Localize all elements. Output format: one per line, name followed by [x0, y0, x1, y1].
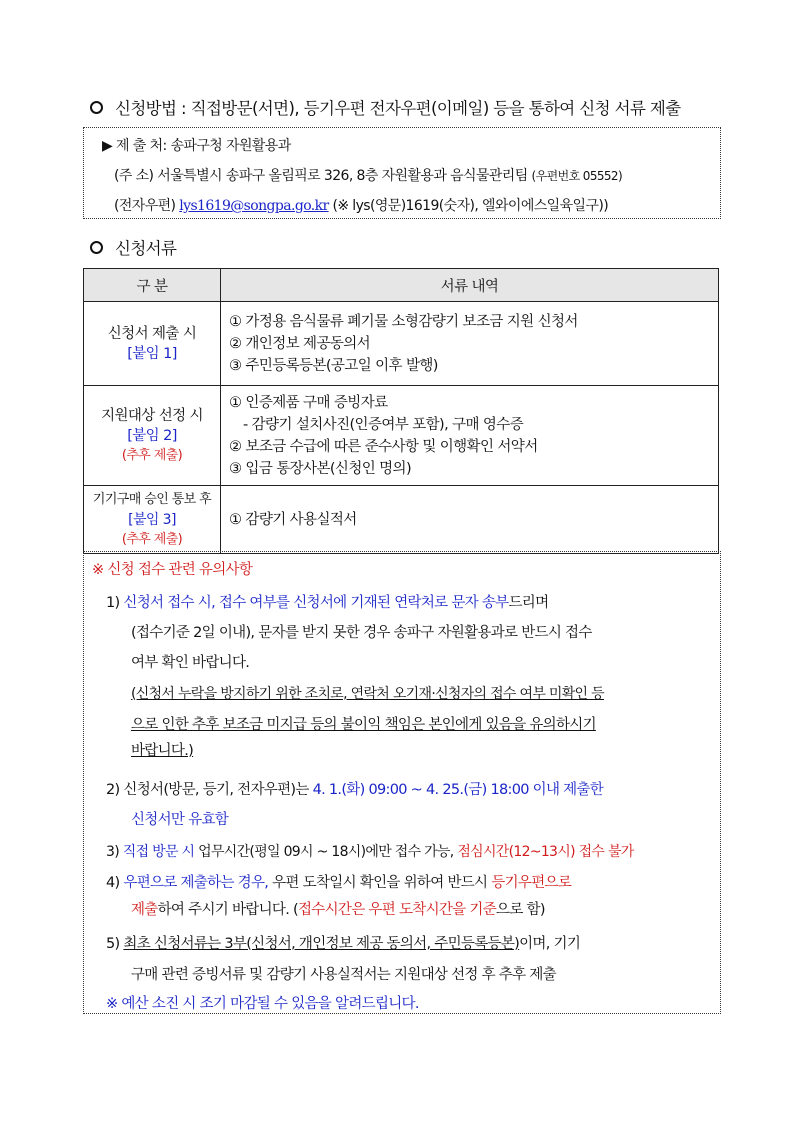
address-value: 서울특별시 송파구 올림픽로 326, 8층 자원활용과 음식물관리팀 [157, 168, 528, 184]
note-5-line-1: 5) 최초 신청서류는 3부(신청서, 개인정보 제공 동의서, 주민등록등본)이며, 기기 [106, 936, 581, 952]
category-cell [84, 486, 221, 554]
note-1-line-2: (접수기준 2일 이내), 문자를 받지 못한 경우 송파구 자원활용과로 반드시 접수 [131, 625, 592, 641]
doc-item: ① 감량기 사용실적서 [229, 511, 357, 528]
note-3-line-1: 3) 직접 방문 시 업무시간(평일 09시 ~ 18시)에만 접수 가능, 점심시간(12~13시) 접수 불가 [106, 844, 634, 860]
note-5-line-2: 구매 관련 증빙서류 및 감량기 사용실적서는 지원대상 선정 후 추후 제출 [131, 967, 556, 983]
later-submit-note: (추후 제출) [121, 447, 183, 463]
note-1-line-5: 으로 인한 추후 보조금 미지급 등의 불이익 책임은 본인에게 있음을 유의하시기 [131, 717, 596, 733]
doc-item: ① 가정용 음식물류 폐기물 소형감량기 보조금 지원 신청서 [229, 313, 578, 330]
note-2-line-1: 2) 신청서(방문, 등기, 전자우편)는 4. 1.(화) 09:00 ~ 4. 25.(금) 18:00 이내 제출한 [106, 782, 604, 798]
doc-item: ③ 주민등록등본(공고일 이후 발행) [229, 357, 438, 374]
col-category-header: 구 분 [84, 269, 221, 302]
note-number: 5) [106, 936, 120, 952]
table-row [84, 486, 719, 554]
note-number: 1) [106, 595, 120, 611]
email-label: (전자우편) [114, 198, 176, 214]
notes-title: ※ 신청 접수 관련 유의사항 [92, 562, 253, 578]
table-row [84, 302, 719, 386]
docs-cell [221, 486, 719, 554]
doc-subitem: - 감량기 설치사진(인증여부 포함), 구매 영수증 [243, 416, 524, 433]
category-label: 신청서 제출 시 [107, 325, 197, 342]
note-1-line-1: 1) 신청서 접수 시, 접수 여부를 신청서에 기재된 연락처로 문자 송부드리며 [106, 595, 549, 611]
note-4-line-2: 제출하여 주시기 바랍니다. (접수시간은 우편 도착시간을 기준으로 함) [131, 902, 545, 918]
doc-item: ② 개인정보 제공동의서 [229, 335, 371, 352]
doc-item: ② 보조금 수급에 따른 준수사항 및 이행확인 서약서 [229, 438, 538, 455]
note-2-line-2: 신청서만 유효함 [131, 812, 229, 828]
docs-heading: 신청서류 [90, 235, 176, 259]
attachment-tag: [붙임 3] [128, 511, 176, 528]
note-number: 3) [106, 844, 119, 860]
postal-code: (우편번호 05552) [531, 169, 623, 183]
note-1-line-3: 여부 확인 바랍니다. [131, 655, 250, 671]
col-docs-header: 서류 내역 [221, 269, 719, 302]
note-number: 4) [106, 875, 120, 891]
doc-item: ③ 입금 통장사본(신청인 명의) [229, 460, 412, 477]
note-number: 2) [106, 782, 120, 798]
table-header-row [84, 269, 719, 302]
method-heading: 신청방법 : 직접방문(서면), 등기우편 전자우편(이메일) 등을 통하여 신청 서류 제출 [90, 95, 681, 119]
submit-line [102, 135, 291, 155]
submit-label: ▶ 제 출 처: [102, 138, 167, 154]
budget-footer-note: ※ 예산 소진 시 조기 마감될 수 있음을 알려드립니다. [106, 996, 419, 1012]
category-cell [84, 386, 221, 486]
docs-cell [221, 386, 719, 486]
submit-value: 송파구청 자원활용과 [170, 138, 291, 154]
note-4-line-1: 4) 우편으로 제출하는 경우, 우편 도착일시 확인을 위하여 반드시 등기우편으로 [106, 875, 572, 891]
address-line [114, 165, 622, 185]
attachment-tag: [붙임 2] [127, 427, 177, 444]
note-1-line-4: (신청서 누락을 방지하기 위한 조치로, 연락처 오기재·신청자의 접수 여부 미확인 등 [131, 686, 604, 702]
category-label: 기기구매 승인 통보 후 [92, 491, 212, 507]
table-row [84, 386, 719, 486]
circle-bullet-icon [90, 101, 103, 114]
docs-cell [221, 302, 719, 386]
category-label: 지원대상 선정 시 [101, 407, 203, 424]
documents-table [83, 268, 719, 554]
circle-bullet-icon [90, 241, 103, 254]
attachment-tag: [붙임 1] [127, 345, 177, 362]
email-note: (※ lys(영문)1619(숫자), 엘와이에스일육일구)) [332, 198, 609, 214]
email-link[interactable]: lys1619@songpa.go.kr [179, 198, 329, 214]
category-cell [84, 302, 221, 386]
address-label: (주 소) [114, 168, 154, 184]
email-line [114, 195, 608, 215]
note-1-line-6: 바랍니다.) [131, 743, 194, 759]
doc-item: ① 인증제품 구매 증빙자료 [229, 394, 388, 411]
later-submit-note: (추후 제출) [121, 531, 183, 547]
